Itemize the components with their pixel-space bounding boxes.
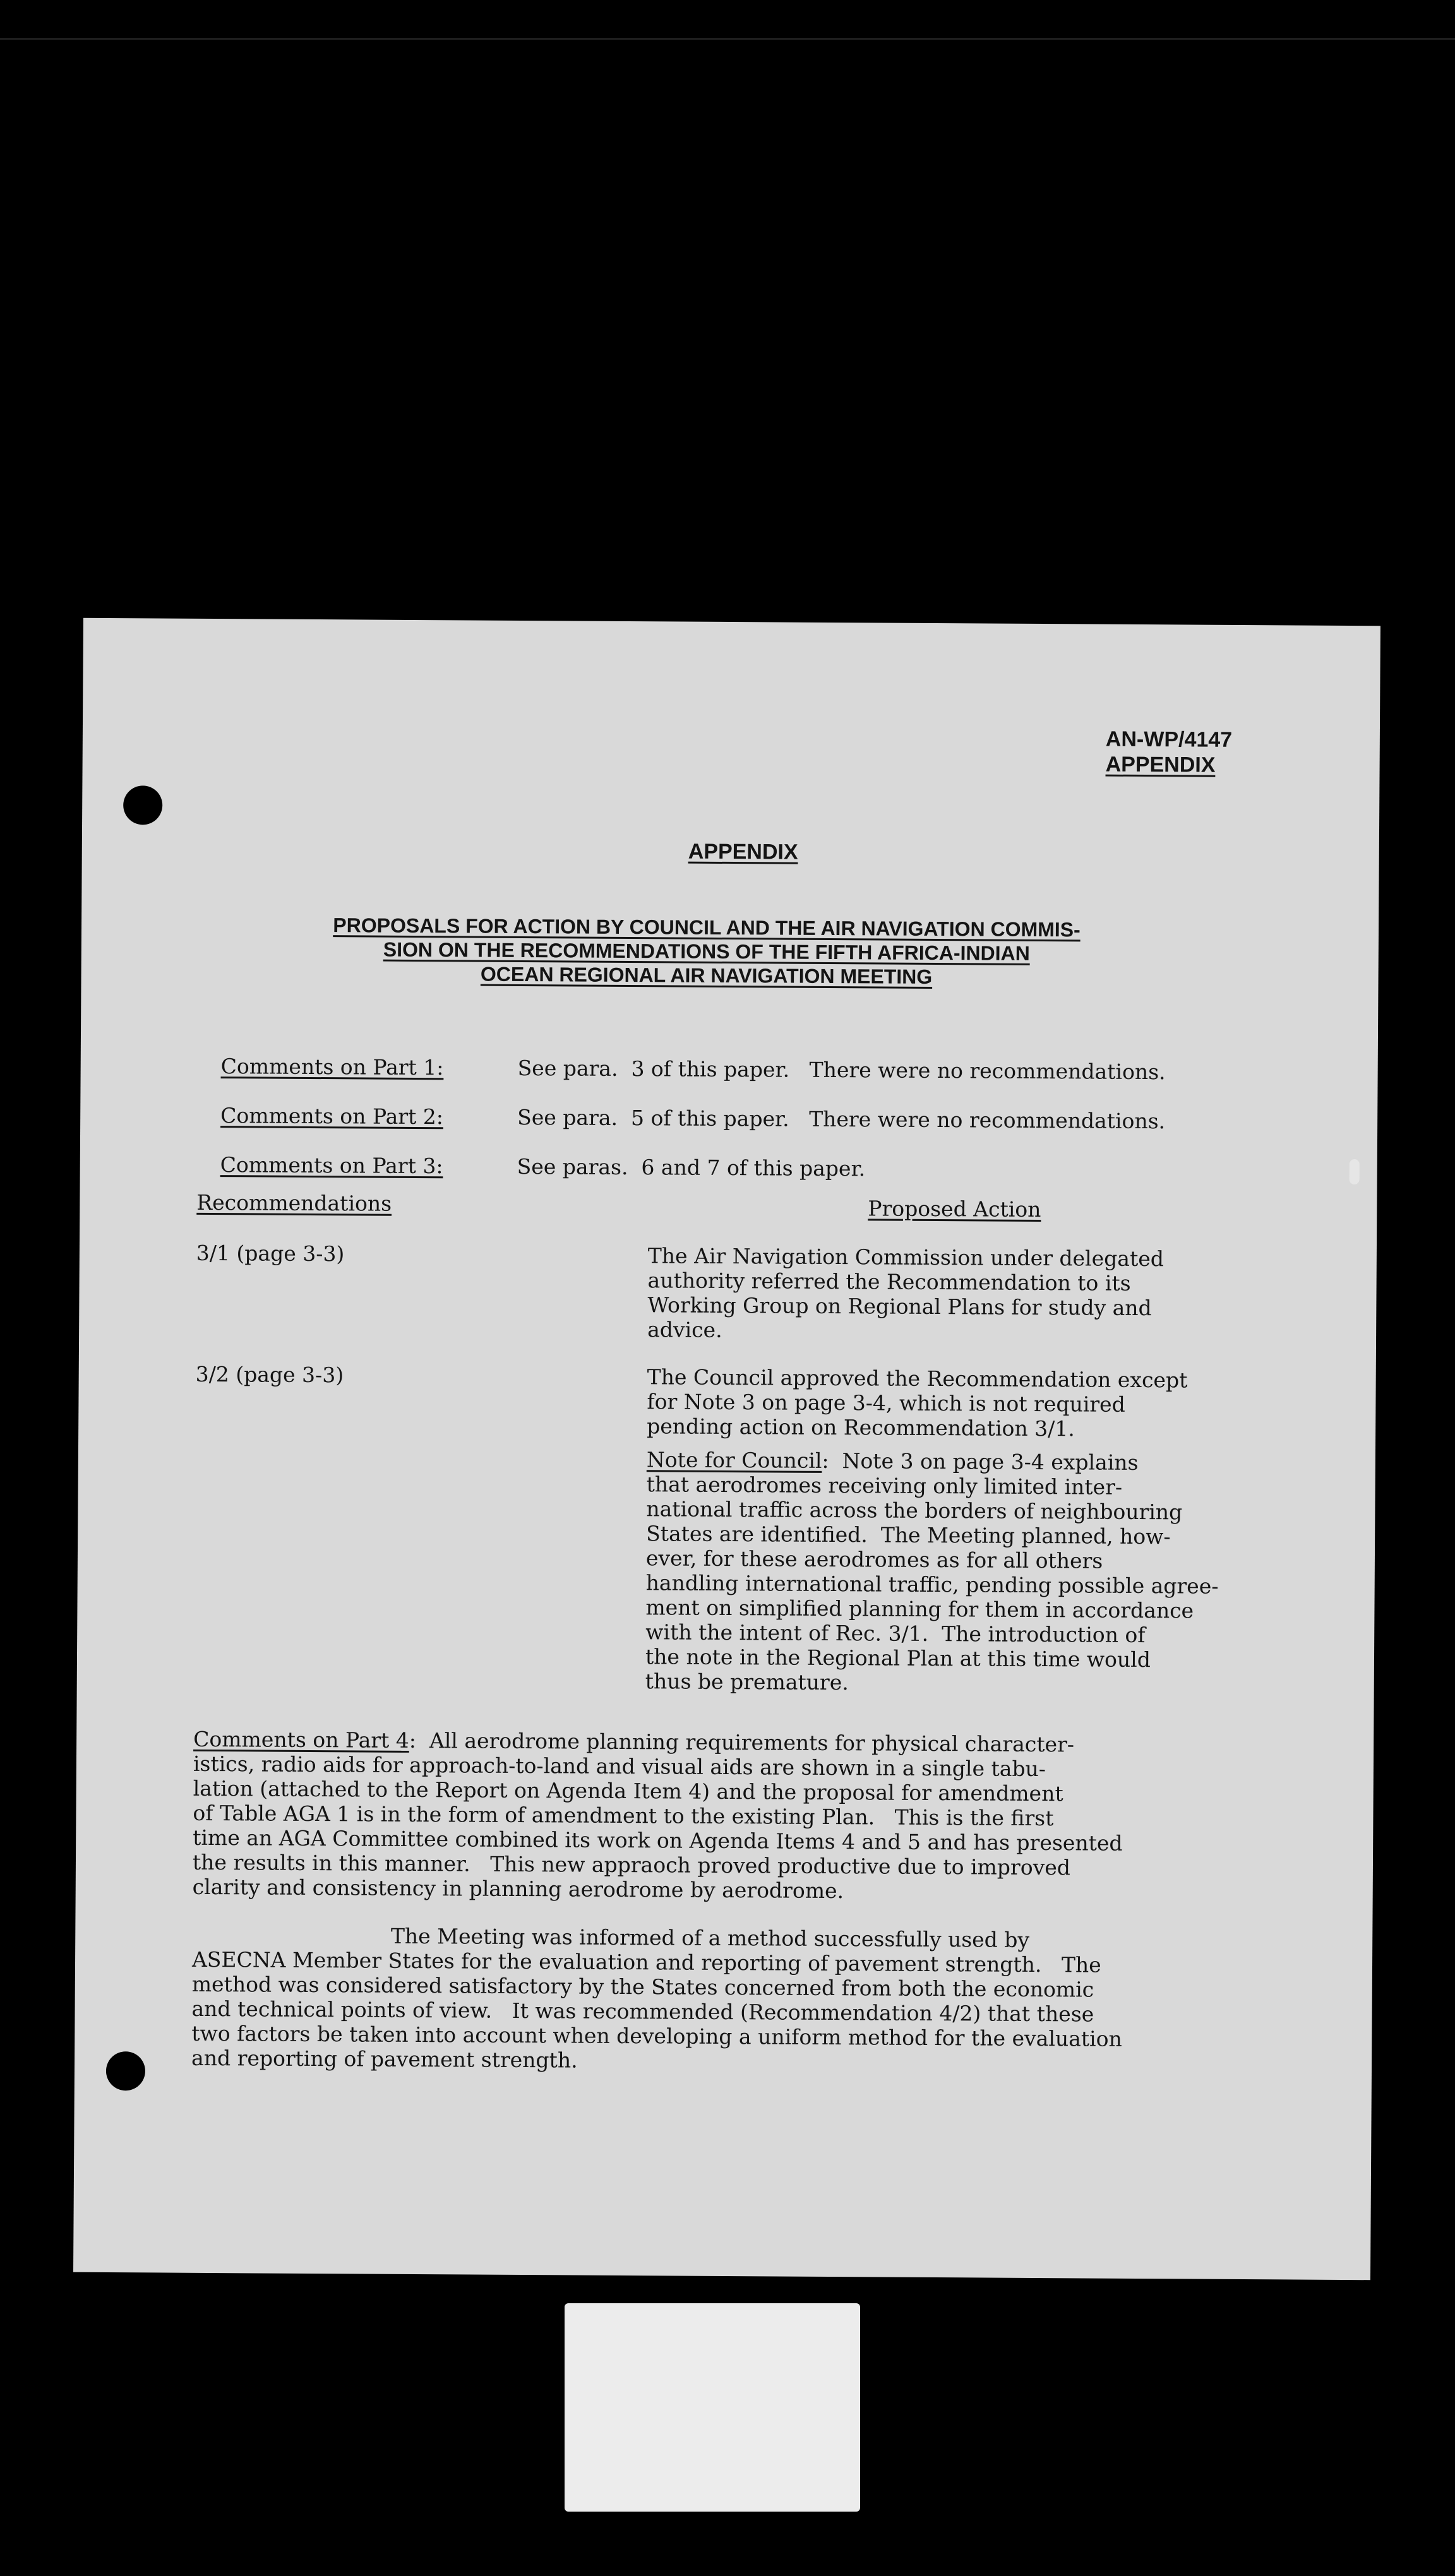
part4-line: of Table AGA 1 is in the form of amendment to the existing Plan. This is the first (193, 1800, 1054, 1831)
part4-line: clarity and consistency in planning aerodrome by aerodrome. (192, 1874, 844, 1904)
comment-label: Comments on Part 1: (220, 1054, 444, 1080)
film-edge-line (0, 38, 1455, 40)
action-line: for Note 3 on page 3-4, which is not required (647, 1389, 1125, 1417)
paper-speck (1350, 1159, 1360, 1184)
note-line: that aerodromes receiving only limited inter- (646, 1472, 1123, 1500)
comment-text: See paras. 6 and 7 of this paper. (517, 1154, 866, 1181)
part4-label: Comments on Part 4 (193, 1726, 409, 1753)
note-for-council (645, 1447, 1219, 1697)
paragraph-line: and technical points of view. It was recommended (Recommendation 4/2) that these (191, 1996, 1094, 2027)
action-line: authority referred the Recommendation to its (647, 1268, 1131, 1296)
document-page (73, 618, 1380, 2280)
note-label: Note for Council (646, 1447, 822, 1473)
action-line: The Council approved the Recommendation except (647, 1364, 1188, 1393)
comment-label: Comments on Part 2: (220, 1103, 444, 1130)
punch-hole-top (123, 785, 162, 825)
action-line: Working Group on Regional Plans for study and (647, 1292, 1152, 1321)
action-line: advice. (647, 1317, 722, 1342)
reference-number: AN-WP/4147 (1105, 727, 1233, 752)
note-line: thus be premature. (645, 1669, 849, 1695)
heading-line: PROPOSALS FOR ACTION BY COUNCIL AND THE AIR NAVIGATION COMMIS- (333, 914, 1081, 941)
note-text: : Note 3 on page 3-4 explains (822, 1448, 1139, 1475)
note-line: ment on simplified planning for them in accordance (645, 1595, 1194, 1623)
note-line: handling international traffic, pending possible agree- (645, 1570, 1219, 1599)
page-title: APPENDIX (688, 839, 798, 864)
note-first-line (647, 1447, 1219, 1476)
part4-line: istics, radio aids for approach-to-land and visual aids are shown in a single tabu- (193, 1751, 1046, 1782)
note-line: the note in the Regional Plan at this time would (645, 1644, 1151, 1673)
recommendation-ref: 3/1 (page 3-3) (196, 1240, 345, 1267)
heading-line: SION ON THE RECOMMENDATIONS OF THE FIFTH AFRICA-INDIAN (383, 938, 1030, 965)
proposed-action-text (647, 1243, 1164, 1345)
reference-label: APPENDIX (1105, 752, 1216, 777)
comment-label: Comments on Part 3: (220, 1152, 443, 1179)
recommendations-column-heading: Recommendations (196, 1190, 392, 1216)
note-line: with the intent of Rec. 3/1. The introduction of (645, 1619, 1146, 1648)
part4-text: : All aerodrome planning requirements for physical character- (409, 1727, 1075, 1757)
comment-text: See para. 3 of this paper. There were no recommendations. (517, 1055, 1166, 1085)
note-line: ever, for these aerodromes as for all others (645, 1546, 1103, 1573)
note-line: national traffic across the borders of neighbouring (646, 1496, 1183, 1525)
proposed-action-text (647, 1364, 1187, 1441)
paragraph-line: two factors be taken into account when developing a uniform method for the evaluation (191, 2020, 1122, 2051)
proposed-action-column-heading: Proposed Action (868, 1196, 1041, 1222)
paragraph-line: ASECNA Member States for the evaluation and reporting of pavement strength. The (191, 1947, 1101, 1977)
part4-line: lation (attached to the Report on Agenda Item 4) and the proposal for amendment (193, 1775, 1063, 1806)
action-line: The Air Navigation Commission under delegated (647, 1243, 1165, 1272)
part4-line: the results in this manner. This new appraoch proved productive due to improved (192, 1849, 1071, 1880)
pavement-paragraph (191, 1923, 1123, 2076)
comment-text: See para. 5 of this paper. There were no recommendations. (517, 1104, 1166, 1134)
paragraph-line: method was considered satisfactory by the States concerned from both the economic (191, 1971, 1094, 2002)
comments-part-4 (193, 1727, 1123, 1905)
document-reference (1106, 727, 1233, 778)
action-line: pending action on Recommendation 3/1. (647, 1414, 1075, 1441)
section-heading (201, 912, 1212, 991)
part4-line: time an AGA Committee combined its work on Agenda Items 4 and 5 and has presented (193, 1825, 1123, 1856)
heading-line: OCEAN REGIONAL AIR NAVIGATION MEETING (480, 962, 933, 988)
paragraph-line: The Meeting was informed of a method successfully used by (192, 1922, 1030, 1952)
film-frame-marker (565, 2303, 860, 2512)
recommendation-ref: 3/2 (page 3-3) (195, 1361, 344, 1388)
punch-hole-bottom (106, 2051, 145, 2090)
paragraph-line: and reporting of pavement strength. (191, 2045, 578, 2073)
note-line: States are identified. The Meeting planned, how- (646, 1521, 1171, 1549)
